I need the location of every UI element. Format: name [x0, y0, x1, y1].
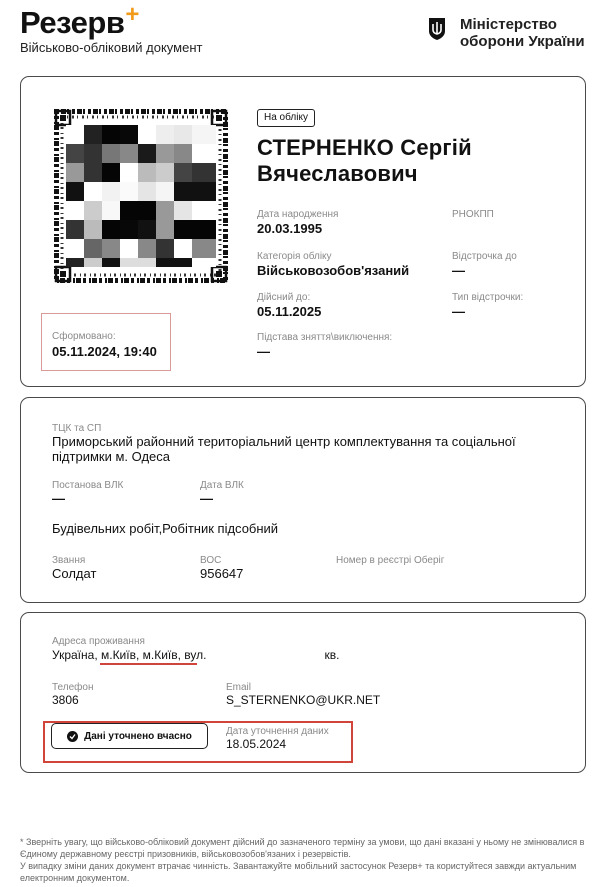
check-circle-icon: [67, 731, 78, 742]
update-date-label: Дата уточнення даних: [226, 726, 329, 737]
address-apartment: кв.: [324, 648, 340, 662]
full-name: [257, 135, 577, 187]
data-updated-status-button[interactable]: [51, 723, 208, 749]
valid-until-value: 05.11.2025: [257, 304, 322, 319]
tck-card: [20, 397, 586, 603]
vlk-date-label: Дата ВЛК: [200, 480, 244, 491]
disclaimer-line1: * Зверніть увагу, що військово-обліковий документ дійсний до зазначеного терміну за умови, що дані вказані у ньому не змінювалися в Єдиному державному реєстрі призовників, військовозобов'язаних і резервістів.: [20, 837, 585, 859]
surname-firstname: СТЕРНЕНКО Сергій: [257, 135, 472, 160]
profession-value: Будівельних робіт,Робітник підсобний: [52, 521, 279, 536]
formed-label: Сформовано:: [52, 331, 116, 342]
formed-value: 05.11.2024, 19:40: [52, 344, 157, 359]
ministry-line2: оборони України: [460, 33, 585, 50]
phone-label: Телефон: [52, 682, 94, 693]
qr-code-icon: [54, 109, 228, 283]
phone-value: 3806: [52, 693, 79, 707]
identity-card: [20, 76, 586, 387]
removal-basis-value: —: [257, 344, 270, 359]
rank-label: Звання: [52, 555, 86, 566]
app-logo: [20, 1, 139, 43]
trident-shield-icon: [428, 17, 446, 41]
address-city: м.Київ, м.Київ,: [100, 648, 181, 662]
brand-name: Резерв: [20, 5, 125, 40]
document-subtitle: Військово-обліковий документ: [20, 40, 203, 55]
status-button-label: Дані уточнено вчасно: [84, 730, 192, 742]
rank-value: Солдат: [52, 566, 97, 581]
address-label: Адреса проживання: [52, 636, 145, 647]
deferral-type-label: Тип відстрочки:: [452, 292, 524, 303]
deferral-until-value: —: [452, 263, 465, 278]
status-badge: На обліку: [257, 109, 315, 127]
deferral-type-value: —: [452, 304, 465, 319]
vlk-decision-value: —: [52, 491, 65, 506]
email-label: Email: [226, 682, 252, 693]
tck-label: ТЦК та СП: [52, 423, 102, 434]
oberig-label: Номер в реєстрі Оберіг: [336, 555, 445, 566]
tck-value: Приморський районний територіальний центр комплектування та соціальної підтримки м. Одеса: [52, 434, 516, 464]
category-value: Військовозобов'язаний: [257, 263, 410, 278]
vlk-decision-label: Постанова ВЛК: [52, 480, 124, 491]
ministry-name: [460, 16, 585, 50]
birth-date-value: 20.03.1995: [257, 221, 323, 236]
birth-date-label: Дата народження: [257, 209, 339, 220]
vlk-date-value: —: [200, 491, 213, 506]
update-date-value: 18.05.2024: [226, 737, 287, 751]
ministry-logo: [428, 16, 585, 50]
valid-until-label: Дійсний до:: [257, 292, 311, 303]
vos-label: ВОС: [200, 555, 222, 566]
address-value: [52, 648, 339, 662]
removal-basis-label: Підстава зняття\виключення:: [257, 332, 393, 343]
deferral-until-label: Відстрочка до: [452, 251, 517, 262]
ministry-line1: Міністерство: [460, 16, 557, 33]
patronymic: Вячеславович: [257, 161, 418, 186]
vos-value: 956647: [200, 566, 244, 581]
city-underline: [100, 663, 197, 665]
contacts-card: [20, 612, 586, 773]
address-country: Україна,: [52, 648, 101, 662]
brand-plus: +: [125, 1, 139, 28]
disclaimer: [20, 836, 585, 884]
email-value: S_STERNENKO@UKR.NET: [226, 693, 381, 707]
category-label: Категорія обліку: [257, 251, 332, 262]
rnokpp-label: РНОКПП: [452, 209, 494, 220]
address-street: вул.: [180, 648, 207, 662]
disclaimer-line2: У випадку зміни даних документ втрачає чинність. Завантажуйте мобільний застосунок Резерв+ та користуйтеся завжди актуальним електронним документом.: [20, 861, 577, 883]
